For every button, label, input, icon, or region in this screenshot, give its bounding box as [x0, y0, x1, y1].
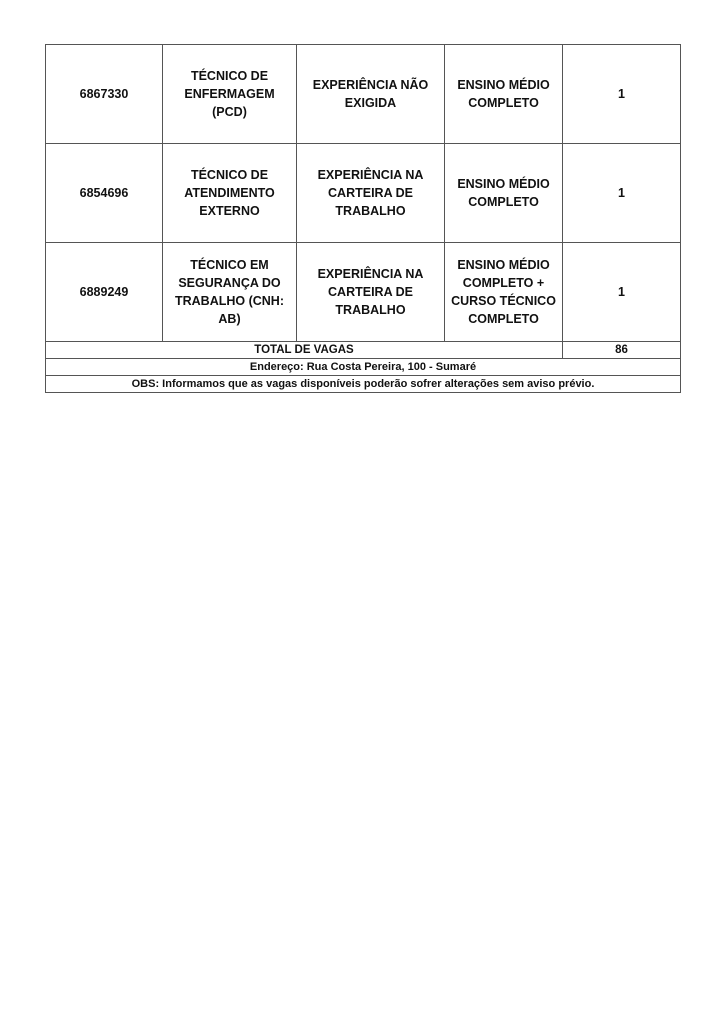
- vacancies-count-cell: 1: [563, 144, 681, 243]
- table-row: [46, 45, 681, 144]
- job-vacancies-table: [45, 44, 681, 393]
- address-text: Endereço: Rua Costa Pereira, 100 - Sumaré: [46, 359, 681, 376]
- address-row: [46, 359, 681, 376]
- vacancies-count-cell: 1: [563, 45, 681, 144]
- experience-cell: EXPERIÊNCIA NÃO EXIGIDA: [297, 45, 445, 144]
- job-title-cell: TÉCNICO DE ATENDIMENTO EXTERNO: [163, 144, 297, 243]
- total-label: TOTAL DE VAGAS: [46, 342, 563, 359]
- table-row: [46, 243, 681, 342]
- job-code-cell: 6889249: [46, 243, 163, 342]
- total-value: 86: [563, 342, 681, 359]
- job-title-cell: TÉCNICO EM SEGURANÇA DO TRABALHO (CNH: AB): [163, 243, 297, 342]
- education-cell: ENSINO MÉDIO COMPLETO: [445, 144, 563, 243]
- job-code-cell: 6867330: [46, 45, 163, 144]
- notice-text: OBS: Informamos que as vagas disponíveis poderão sofrer alterações sem aviso prévio.: [46, 376, 681, 393]
- job-code-cell: 6854696: [46, 144, 163, 243]
- vacancies-count-cell: 1: [563, 243, 681, 342]
- education-cell: ENSINO MÉDIO COMPLETO + CURSO TÉCNICO COMPLETO: [445, 243, 563, 342]
- experience-cell: EXPERIÊNCIA NA CARTEIRA DE TRABALHO: [297, 243, 445, 342]
- education-cell: ENSINO MÉDIO COMPLETO: [445, 45, 563, 144]
- table-row: [46, 144, 681, 243]
- experience-cell: EXPERIÊNCIA NA CARTEIRA DE TRABALHO: [297, 144, 445, 243]
- job-title-cell: TÉCNICO DE ENFERMAGEM (PCD): [163, 45, 297, 144]
- total-row: [46, 342, 681, 359]
- notice-row: [46, 376, 681, 393]
